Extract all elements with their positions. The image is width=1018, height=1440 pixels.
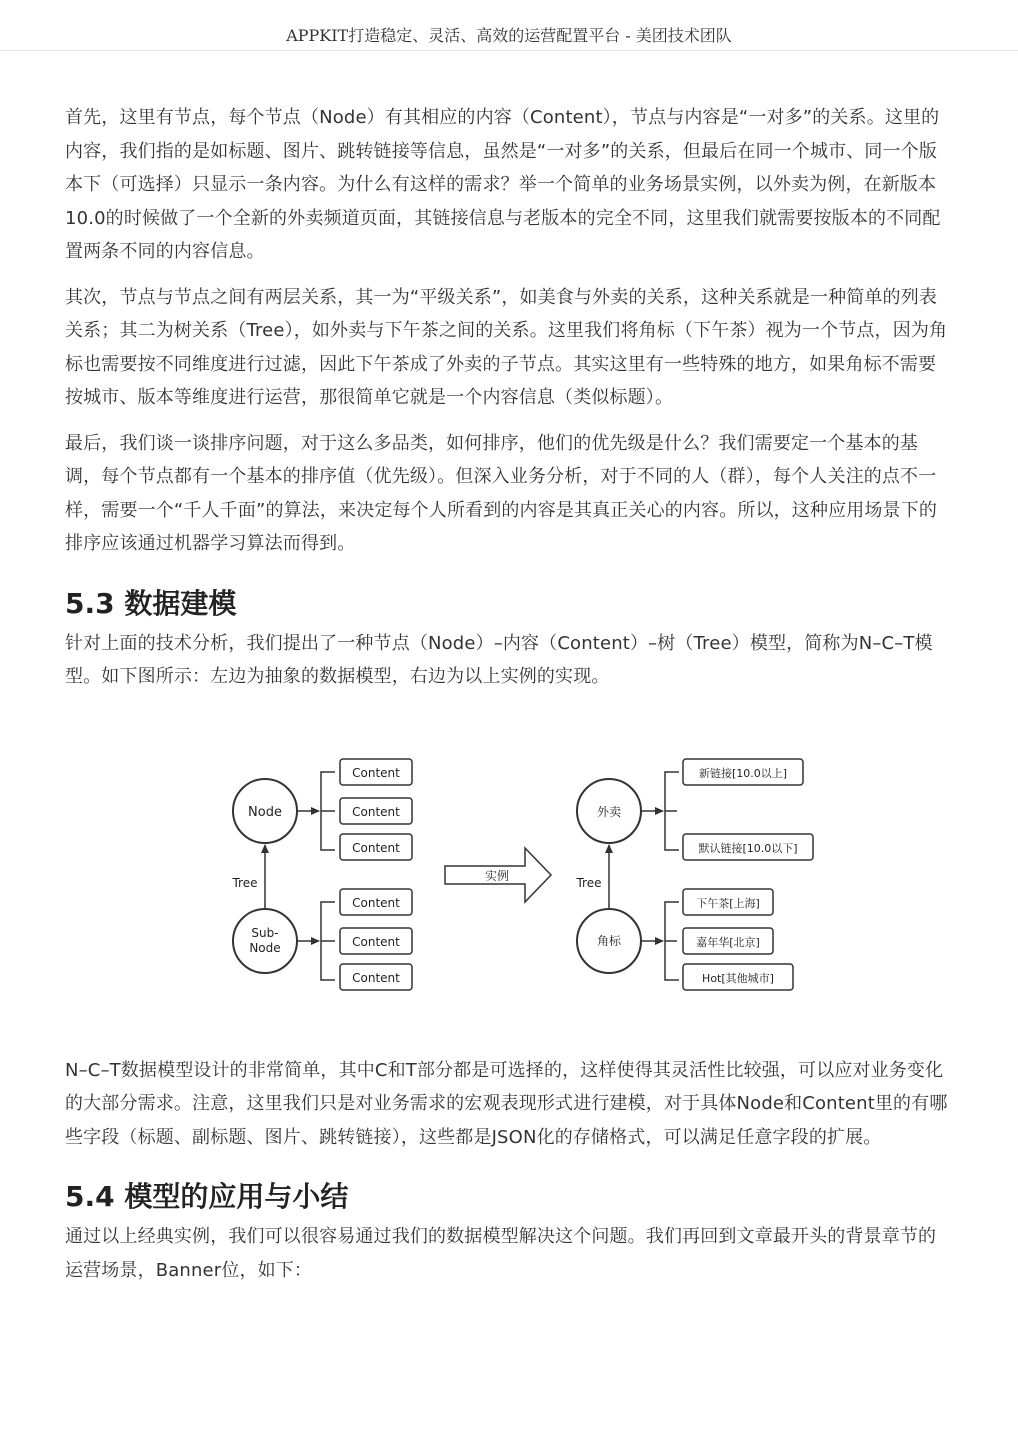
nct-model-diagram [65,694,953,1054]
content-label: Content [352,765,400,780]
content-label: Content [352,895,400,910]
subnode-label-line1: Sub- [251,925,279,940]
instance-arrow [445,848,551,902]
header-title: APPKIT打造稳定、灵活、高效的运营配置平台 - 美团技术团队 [286,26,732,45]
tree-label: Tree [576,875,602,890]
content-label: Content [352,804,400,819]
content-label: 默认链接[10.0以下] [698,841,798,855]
article-body [65,101,953,1299]
paragraph-nodes: 首先，这里有节点，每个节点（Node）有其相应的内容（Content），节点与内容是“一对多”的关系。这里的内容，我们指的是如标题、图片、跳转链接等信息，虽然是“一对多”的关系，但最后在同一个城市、同一个版本下（可选择）只显示一条内容。为什么有这样的需求？举一个简单的业务场景实例，以外卖为例，在新版本10.0的时候做了一个全新的外卖频道页面，其链接信息与老版本的完全不同，这里我们就需要按版本的不同配置两条不同的内容信息。 [65,107,941,262]
page-header [0,0,1018,51]
section-heading-model-application: 5.4 模型的应用与小结 [65,1180,349,1213]
subnode-label-line2: Node [249,940,281,955]
node-label: Node [248,804,282,820]
instance-arrow-label: 实例 [484,868,510,883]
diagram-svg [65,694,953,1054]
paragraph-relations: 其次，节点与节点之间有两层关系，其一为“平级关系”，如美食与外卖的关系，这种关系就是一种简单的列表关系；其二为树关系（Tree），如外卖与下午茶之间的关系。这里我们将角标（下午茶）视为一个节点，因为角标也需要按不同维度进行过滤，因此下午茶成了外卖的子节点。其实这里有一些特殊的地方，如果角标不需要按城市、版本等维度进行运营，那很简单它就是一个内容信息（类似标题）。 [65,286,948,408]
content-label: Hot[其他城市] [702,971,774,985]
left-model [231,759,412,990]
waimai-node-label: 外卖 [596,804,622,819]
content-label: Content [352,840,400,855]
content-label: 嘉年华[北京] [696,935,760,949]
content-label: Content [352,970,400,985]
paragraph-nct-design: N–C–T数据模型设计的非常简单，其中C和T部分都是可选择的，这样使得其灵活性比较强，可以应对业务变化的大部分需求。注意，这里我们只是对业务需求的宏观表现形式进行建模，对于具体Node和Content里的有哪些字段（标题、副标题、图片、跳转链接），这些都是JSON化的存储格式，可以满足任意字段的扩展。 [65,1059,948,1148]
content-label: 新链接[10.0以上] [698,766,788,780]
section-heading-data-modeling: 5.3 数据建模 [65,586,237,620]
content-label: 下午茶[上海] [696,896,760,910]
badge-node-label: 角标 [596,933,622,948]
paragraph-sorting: 最后，我们谈一谈排序问题，对于这么多品类，如何排序，他们的优先级是什么？我们需要定一个基本的基调，每个节点都有一个基本的排序值（优先级）。但深入业务分析，对于不同的人（群），每个人关注的点不一样，需要一个“千人千面”的算法，来决定每个人所看到的内容是其真正关心的内容。所以，这种应用场景下的排序应该通过机器学习算法而得到。 [65,432,937,554]
paragraph-nct-intro: 针对上面的技术分析，我们提出了一种节点（Node）–内容（Content）–树（Tree）模型，简称为N–C–T模型。如下图所示：左边为抽象的数据模型，右边为以上实例的实现。 [65,632,933,687]
right-model [575,759,813,990]
content-label: Content [352,934,400,949]
paragraph-banner-scenario: 通过以上经典实例，我们可以很容易通过我们的数据模型解决这个问题。我们再回到文章最开头的背景章节的运营场景，Banner位，如下： [65,1226,937,1281]
tree-label: Tree [232,875,258,890]
